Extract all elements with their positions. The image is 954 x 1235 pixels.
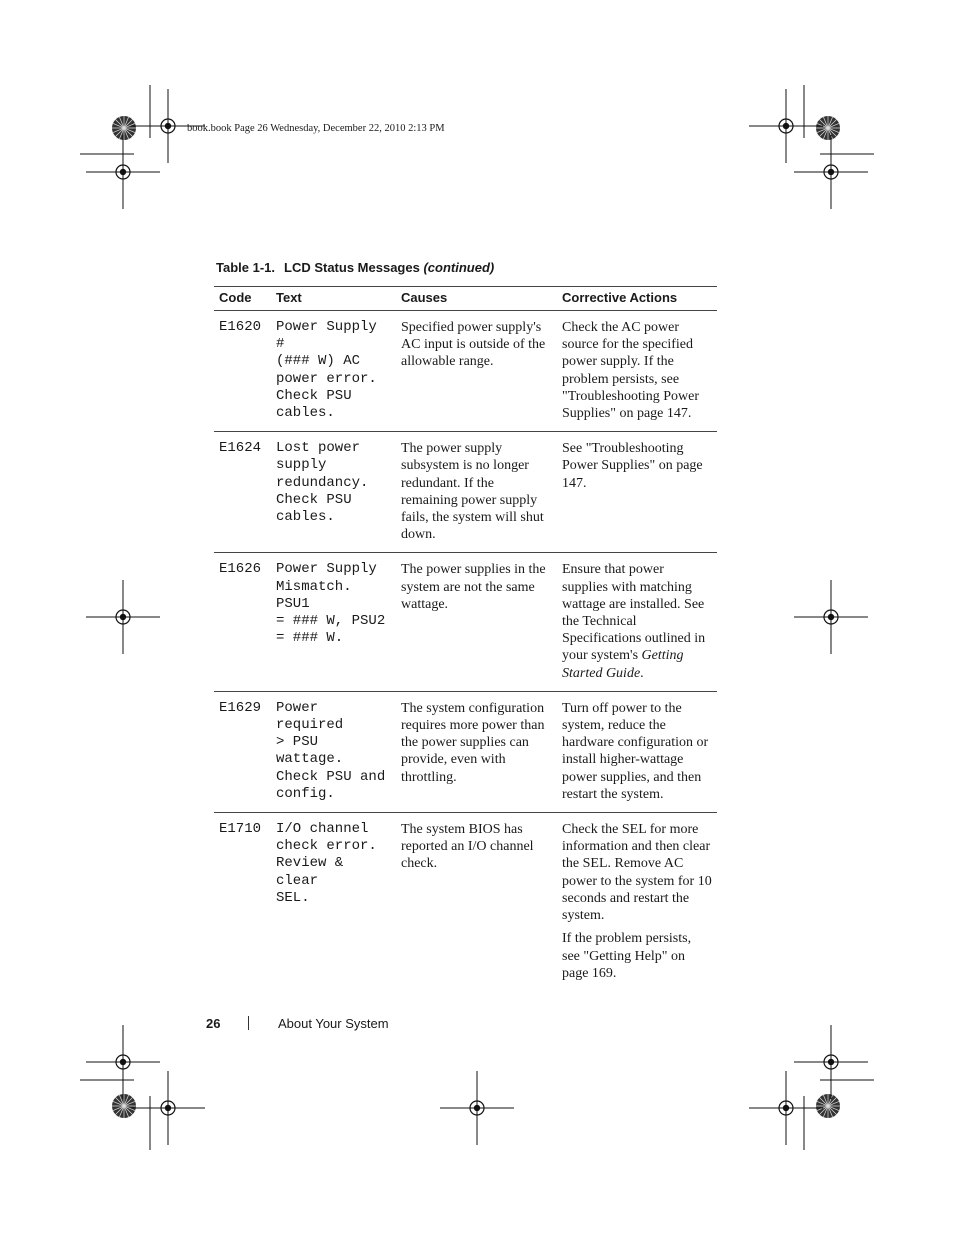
crosshair-mark-icon <box>749 1071 823 1145</box>
message-text-cell: Lost power supply redundancy. Check PSU cables. <box>271 432 396 553</box>
causes-cell: The system configuration requires more power than the power supplies can provide, even with throttling. <box>396 691 557 812</box>
guide-title: Getting Started Guide <box>562 648 684 681</box>
crosshair-mark-icon <box>86 1025 160 1099</box>
table-continued: (continued) <box>423 260 495 275</box>
causes-cell: The system BIOS has reported an I/O channel check. <box>401 822 534 872</box>
column-header-actions: Corrective Actions <box>557 287 717 311</box>
column-header-causes: Causes <box>396 287 557 311</box>
table-row <box>214 311 717 432</box>
action-paragraph: Check the AC power source for the specified power supply. If the problem persists, see "Troubleshooting Power Supplies" on page 147. <box>562 320 700 422</box>
table-number: Table 1-1. <box>216 260 276 275</box>
footer-divider <box>248 1016 249 1030</box>
star-mark-icon <box>816 116 840 140</box>
crosshair-mark-icon <box>86 135 160 209</box>
code-cell: E1620 <box>214 311 271 432</box>
star-mark-icon <box>112 1094 136 1118</box>
star-mark-icon <box>112 116 136 140</box>
code-cell: E1624 <box>214 432 271 553</box>
crosshair-mark-icon <box>440 1071 514 1145</box>
action-text: Ensure that power supplies with matching wattage are installed. See the Technical Specifications outlined in your system's <box>562 562 706 664</box>
crosshair-mark-icon <box>749 89 823 163</box>
action-paragraph: If the problem persists, see "Getting Help" on page 169. <box>562 931 692 981</box>
table-title: LCD Status Messages <box>284 260 420 275</box>
crosshair-mark-icon <box>794 580 868 654</box>
message-text-cell: I/O channel check error. Review & clear SEL. <box>276 821 377 906</box>
message-text-cell: Power required > PSU wattage. Check PSU and config. <box>271 691 396 812</box>
column-header-text: Text <box>271 287 396 311</box>
crosshair-mark-icon <box>86 580 160 654</box>
action-paragraph: Turn off power to the system, reduce the hardware configuration or install higher-wattage power supplies, and then restart the system. <box>562 700 709 802</box>
code-cell: E1626 <box>214 553 271 691</box>
message-text-cell: Power Supply Mismatch. PSU1 = ### W, PSU2 = ### W. <box>271 553 396 691</box>
table-row <box>214 691 717 812</box>
lcd-status-table <box>214 286 717 991</box>
causes-cell: Specified power supply's AC input is outside of the allowable range. <box>396 311 557 432</box>
actions-cell <box>557 691 717 812</box>
crosshair-mark-icon <box>794 135 868 209</box>
causes-cell: The power supply subsystem is no longer redundant. If the remaining power supply fails, the system will shut down. <box>396 432 557 553</box>
code-cell: E1710 <box>219 821 262 838</box>
crosshair-mark-icon <box>794 1025 868 1099</box>
table-row <box>214 432 717 553</box>
table-row <box>214 813 717 991</box>
section-title: About Your System <box>278 1016 389 1031</box>
message-text-cell: Power Supply # (### W) AC power error. Check PSU cables. <box>271 311 396 432</box>
action-paragraph: See "Troubleshooting Power Supplies" on page 147. <box>562 441 703 491</box>
causes-cell: The power supplies in the system are not the same wattage. <box>396 553 557 691</box>
column-header-code: Code <box>214 287 271 311</box>
table-caption <box>216 260 494 275</box>
action-paragraph: Check the SEL for more information and then clear the SEL. Remove AC power to the system for 10 seconds and restart the system. <box>562 822 712 924</box>
table-header-row <box>214 287 717 311</box>
crosshair-mark-icon <box>131 1071 205 1145</box>
action-paragraph <box>562 561 712 681</box>
actions-cell <box>557 432 717 553</box>
code-cell: E1629 <box>214 691 271 812</box>
actions-cell <box>557 553 717 691</box>
action-text-end: . <box>640 665 644 681</box>
actions-cell <box>557 813 717 991</box>
actions-cell <box>557 311 717 432</box>
star-mark-icon <box>816 1094 840 1118</box>
page-number: 26 <box>206 1016 221 1031</box>
print-slug: book.book Page 26 Wednesday, December 22, 2010 2:13 PM <box>187 123 445 134</box>
table-row <box>214 553 717 691</box>
